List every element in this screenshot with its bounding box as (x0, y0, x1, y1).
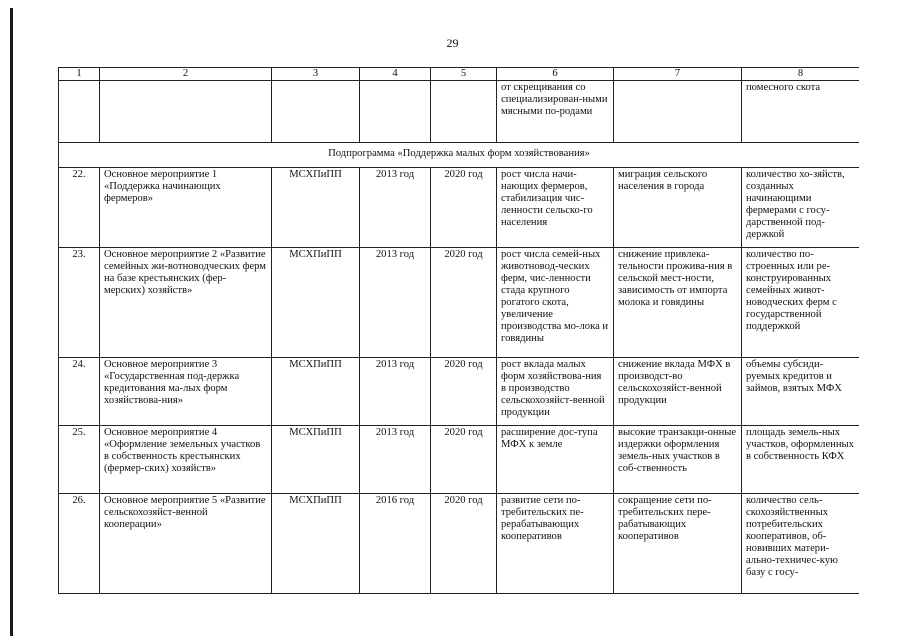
row-number: 26. (59, 494, 100, 594)
indicator: количество по-строенных или ре-конструированных семейных живот-новодческих ферм с государственной поддержкой (742, 248, 860, 358)
non-implementation-consequences: снижение привлека-тельности прожива-ния в сельской мест-ности, зависимость от импорта молока и говядины (614, 248, 742, 358)
header-cell-1: 1 (59, 68, 100, 81)
measure-name: Основное мероприятие 5 «Развитие сельскохозяйст-венной кооперации» (100, 494, 272, 594)
executor: МСХПиПП (272, 168, 360, 248)
end-year: 2020 год (431, 248, 497, 358)
table-row (59, 426, 860, 494)
end-year: 2020 год (431, 358, 497, 426)
indicator: объемы субсиди-руемых кредитов и займов, взятых МФХ (742, 358, 860, 426)
measure-name: Основное мероприятие 2 «Развитие семейных жи-вотноводческих ферм на базе крестьянских (фер-мерских) хозяйств» (100, 248, 272, 358)
table-row (59, 358, 860, 426)
start-year: 2013 год (360, 168, 431, 248)
header-cell-2: 2 (100, 68, 272, 81)
executor: МСХПиПП (272, 358, 360, 426)
measure-name: Основное мероприятие 4 «Оформление земельных участков в собственность крестьянских (фермер-ских) хозяйств» (100, 426, 272, 494)
non-implementation-consequences: миграция сельского населения в города (614, 168, 742, 248)
table-row (59, 168, 860, 248)
start-year: 2013 год (360, 248, 431, 358)
non-implementation-consequences: высокие транзакци-онные издержки оформления земель-ных участков в соб-ственность (614, 426, 742, 494)
indicator: количество хо-зяйств, созданных начинающими фермерами с госу-дарственной под-держкой (742, 168, 860, 248)
indicator: площадь земель-ных участков, оформленных в собственность КФХ (742, 426, 860, 494)
row-number: 24. (59, 358, 100, 426)
header-cell-7: 7 (614, 68, 742, 81)
subprogram-row (59, 143, 860, 168)
page-number: 29 (446, 36, 459, 50)
end-year: 2020 год (431, 168, 497, 248)
table-header-row (59, 68, 860, 81)
executor: МСХПиПП (272, 248, 360, 358)
expected-result: рост числа семей-ных животновод-ческих ферм, чис-ленности стада крупного рогатого скота, увеличение производства мо-лока и говядины (497, 248, 614, 358)
start-year: 2016 год (360, 494, 431, 594)
measure-name: Основное мероприятие 1 «Поддержка начинающих фермеров» (100, 168, 272, 248)
measures-table (58, 67, 859, 594)
measure-name: Основное мероприятие 3 «Государственная под-держка кредитования ма-лых форм хозяйствова-ния» (100, 358, 272, 426)
end-year: 2020 год (431, 494, 497, 594)
end-year: 2020 год (431, 426, 497, 494)
expected-result: рост вклада малых форм хозяйствова-ния в производство сельскохозяйст-венной продукции (497, 358, 614, 426)
header-cell-5: 5 (431, 68, 497, 81)
non-implementation-consequences: сокращение сети по-требительских пере-рабатывающих кооперативов (614, 494, 742, 594)
header-cell-3: 3 (272, 68, 360, 81)
table-row (59, 494, 860, 594)
start-year: 2013 год (360, 426, 431, 494)
expected-result: расширение дос-тупа МФХ к земле (497, 426, 614, 494)
expected-result: развитие сети по-требительских пе-рерабатывающих кооперативов (497, 494, 614, 594)
indicator: количество сель-скохозяйственных потребительских кооперативов, об-новивших матери-ально-техничес-кую базу с госу- (742, 494, 860, 594)
continuation-result-cell: от скрещивания со специализирован-ными мясными по-родами (497, 81, 614, 143)
row-number: 25. (59, 426, 100, 494)
measures-table-container (58, 67, 859, 640)
table-row (59, 248, 860, 358)
start-year: 2013 год (360, 358, 431, 426)
executor: МСХПиПП (272, 426, 360, 494)
header-cell-4: 4 (360, 68, 431, 81)
continuation-row (59, 81, 860, 143)
row-number: 22. (59, 168, 100, 248)
page-edge-line (10, 8, 13, 636)
expected-result: рост числа начи-нающих фермеров, стабилизация чис-ленности сельско-го населения (497, 168, 614, 248)
executor: МСХПиПП (272, 494, 360, 594)
subprogram-title: Подпрограмма «Поддержка малых форм хозяйствования» (59, 143, 860, 168)
row-number: 23. (59, 248, 100, 358)
non-implementation-consequences: снижение вклада МФХ в производст-во сельскохозяйст-венной продукции (614, 358, 742, 426)
header-cell-6: 6 (497, 68, 614, 81)
header-cell-8: 8 (742, 68, 860, 81)
table-body (59, 68, 860, 594)
continuation-indicator-cell: помесного скота (742, 81, 860, 143)
